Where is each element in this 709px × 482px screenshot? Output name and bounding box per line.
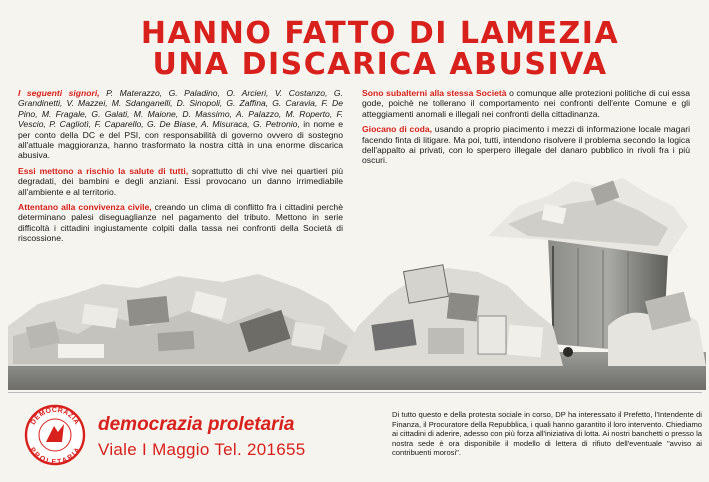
paragraph-body: creando un clima di conflitto fra i cittadini perchè determinano palesi diseguaglianze nel pagamento del tributo. Mettono in serie difficoltà i cittadini ingiustamente colpiti dalla tassa nei confronti della Società di riscossione.	[18, 202, 343, 244]
right-text-column	[362, 88, 690, 171]
dp-logo	[24, 404, 86, 466]
garbage-photo	[8, 176, 706, 390]
paragraph-lead: Essi mettono a rischio la salute di tutti,	[18, 165, 189, 176]
paragraph-signori	[18, 88, 343, 161]
logo-text-bottom: PROLETARIA	[28, 446, 82, 466]
headline-line-1: HANNO FATTO DI LAMEZIA	[140, 16, 620, 51]
headline	[70, 18, 690, 80]
names-list: P. Materazzo, G. Paladino, O. Arcieri, V. Costanzo, G. Grandinetti, V. Mazzei, M. Sdanganelli, D. Sinopoli, G. Zaffina, G. Caravia, F. De Pino, M. Fragale, G. Galati, M. Maione, D. Massimo, A. Palazzo, M. Roperto, F. Vescio, P. Cagliotì, F. Caparello, G. De Biase, A. Misuraca, G. Petronio,	[18, 88, 343, 130]
headline-line-2: UNA DISCARICA ABUSIVA	[152, 47, 608, 82]
footer-notice: Di tutto questo e della protesta sociale in corso, DP ha interessato il Prefetto, l'Intendente di Finanza, il Procuratore della Repubblica, i quali hanno garantito il loro intervento. Chiediamo ai cittadini di aderire, adesso con più forza all'iniziativa di lotta. Ai nostri banchetti o presso la nostra sede è ora disponibile il modello di lettera di rifiuto dell'eventuale "avviso ai contribuenti morosi".	[392, 410, 703, 458]
paragraph-lead: Giocano di coda,	[362, 124, 433, 135]
paragraph-body: in nome e per conto della DC e del PSI, con responsabilità di governo ovvero di sostegno all'attuale maggioranza, hanno trasformato la nostra città in una enorme discarica abusiva.	[18, 119, 343, 161]
paragraph-lead: I seguenti signori,	[18, 88, 100, 98]
paragraph-subalterni	[362, 88, 690, 119]
paragraph-lead: Sono subalterni alla stessa Società	[362, 88, 507, 98]
paragraph-lead: Attentano alla convivenza civile,	[18, 202, 152, 213]
logo-text-top: DEMOCRAZIA	[29, 406, 81, 427]
paragraph-coda	[362, 124, 690, 166]
party-name: democrazia proletaria	[98, 414, 295, 435]
footer-divider	[8, 392, 702, 393]
paragraph-body: o comunque alle protezioni politiche di cui essa gode, poichè ne tollerano il comportamento nei confronti dell'ente Comune e gli atteggiamenti anomali e illegali nei confronti della cittadinanza.	[362, 88, 691, 119]
paragraph-body: usando a proprio piacimento i mezzi di informazione locale magari facendo finta di litigare. Ma poi, tutti, intendono risolvere il problema secondo la logica dell'appalto ai privati, con lo sperpero illegale del danaro pubblico in rivoli fra i più oscuri.	[362, 124, 690, 166]
paragraph-body: soprattutto di chi vive nei quartieri più degradati, dei bambini e degli anziani. Essi provocano un danno irrimediabile all'ambiente e al territorio.	[18, 165, 343, 197]
party-address: Viale I Maggio Tel. 201655	[98, 440, 306, 459]
